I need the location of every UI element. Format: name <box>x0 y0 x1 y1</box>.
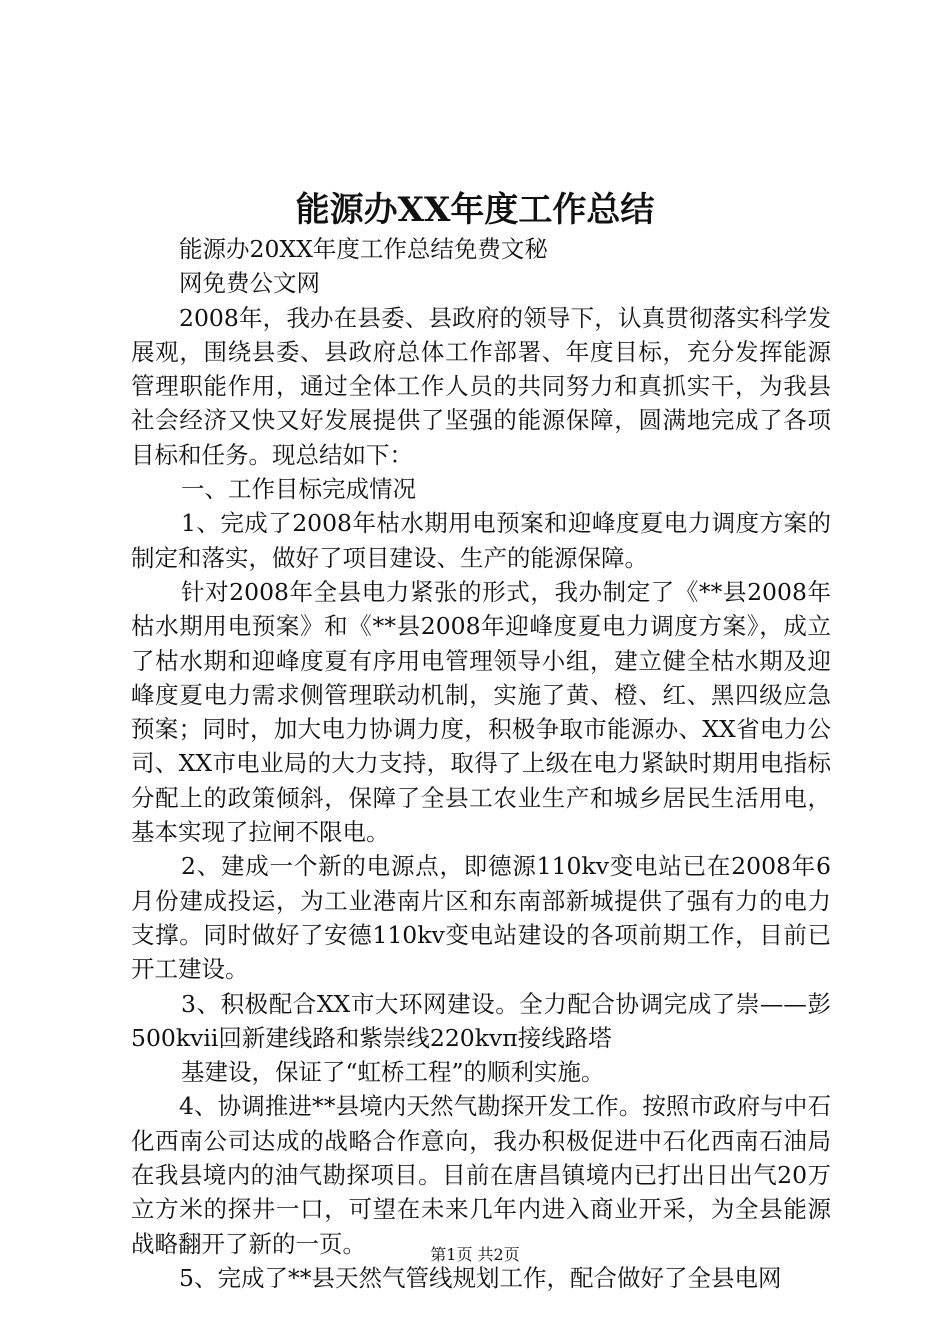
document-title: 能源办XX年度工作总结 <box>295 190 655 230</box>
intro-paragraph: 2008年，我办在县委、县政府的领导下，认真贯彻落实科学发展观，围绕县委、县政府总体工作部署、年度目标，充分发挥能源管理职能作用，通过全体工作人员的共同努力和真抓实干，为我县社会经济又快又好发展提供了坚强的能源保障，圆满地完成了各项目标和任务。现总结如下： <box>131 303 831 469</box>
item-5-paragraph: 5、完成了**县天然气管线规划工作，配合做好了全县电网 <box>179 1263 782 1292</box>
item-3-continuation: 基建设，保证了“虹桥工程”的顺利实施。 <box>181 1058 605 1087</box>
subtitle-line-1: 能源办20XX年度工作总结免费文秘 <box>179 235 548 263</box>
subtitle-line-2: 网免费公文网 <box>179 269 320 298</box>
item-1-detail-paragraph: 针对2008年全县电力紧张的形式，我办制定了《**县2008年枯水期用电预案》和《**县2008年迎峰度夏电力调度方案》，成立了枯水期和迎峰度夏有序用电管理领导小组，建立健全枯水期及迎峰度夏电力需求侧管理联动机制，实施了黄、橙、红、黑四级应急预案；同时，加大电力协调力度，积极争取市能源办、XX省电力公司、XX市电业局的大力支持，取得了上级在电力紧缺时期用电指标分配上的政策倾斜，保障了全县工农业生产和城乡居民生活用电，基本实现了拉闸不限电。 <box>131 577 831 847</box>
page-footer: 第1页 共2页 <box>430 1245 520 1264</box>
item-2-paragraph: 2、建成一个新的电源点，即德源110kv变电站已在2008年6月份建成投运，为工业港南片区和东南部新城提供了强有力的电力支撑。同时做好了安德110kv变电站建设的各项前期工作，目前已开工建设。 <box>131 852 831 984</box>
document-body <box>131 232 831 1295</box>
item-4-paragraph: 4、协调推进**县境内天然气勘探开发工作。按照市政府与中石化西南公司达成的战略合作意向，我办积极促进中石化西南石油局在我县境内的油气勘探项目。目前在唐昌镇境内已打出日出气20万立方米的探井一口，可望在未来几年内进入商业开采，为全县能源战略翻开了新的一页。 <box>131 1092 831 1258</box>
item-3-paragraph: 3、积极配合XX市大环网建设。全力配合协调完成了崇——彭500kvii回新建线路和紫崇线220kvπ接线路塔 <box>131 989 831 1052</box>
item-1-paragraph: 1、完成了2008年枯水期用电预案和迎峰度夏电力调度方案的制定和落实，做好了项目建设、生产的能源保障。 <box>131 509 831 572</box>
section-heading: 一、工作目标完成情况 <box>181 475 416 504</box>
